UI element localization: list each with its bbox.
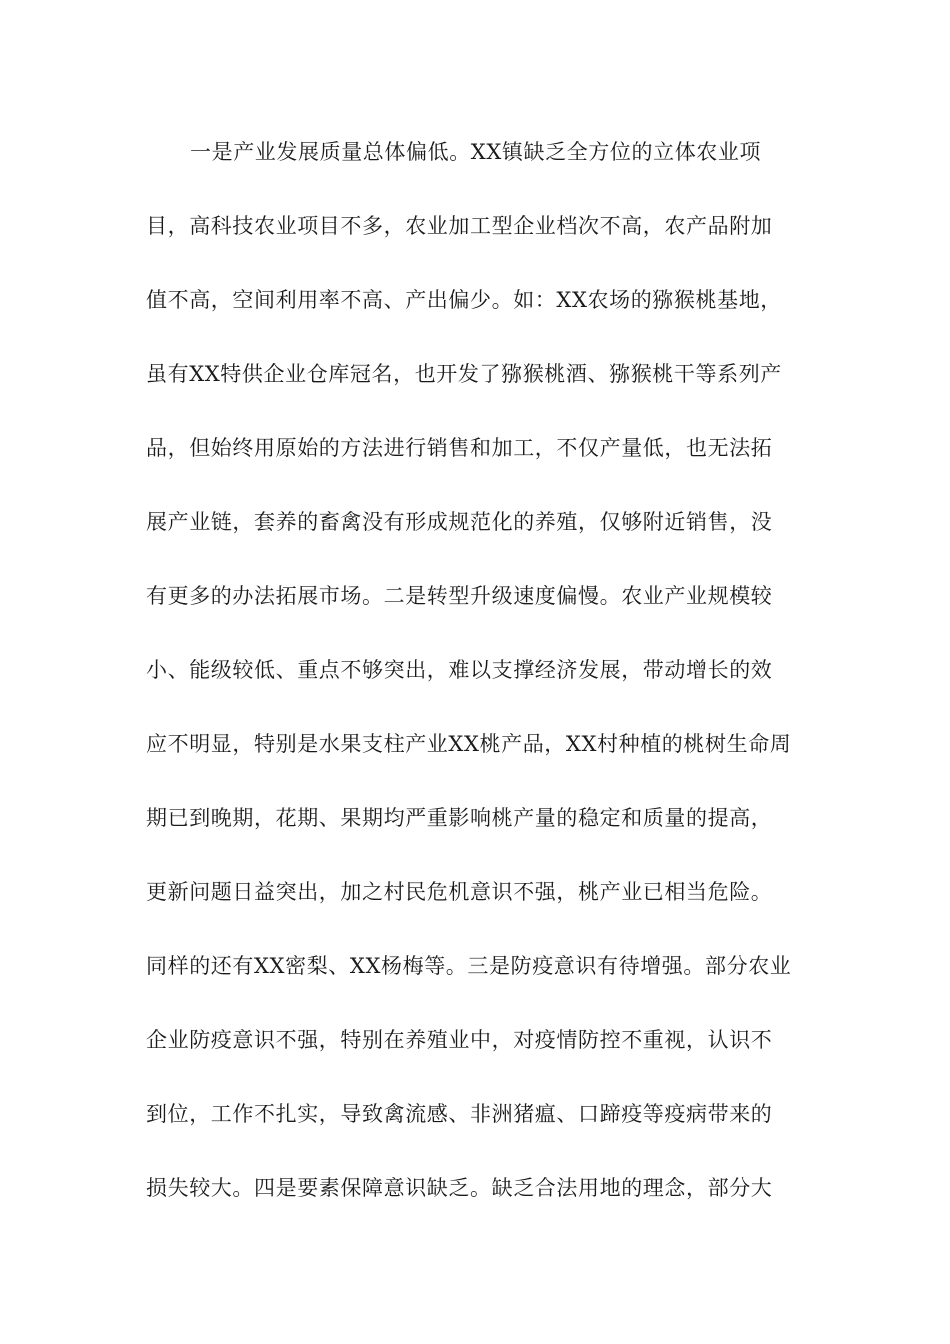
text-line: 一是产业发展质量总体偏低。XX镇缺乏全方位的立体农业项 [190,140,762,164]
text-line: 到位，工作不扎实，导致禽流感、非洲猪瘟、口蹄疫等疫病带来的 [146,1102,773,1126]
text-line: 损失较大。四是要素保障意识缺乏。缺乏合法用地的理念，部分大 [146,1176,773,1200]
text-line: 期已到晚期，花期、果期均严重影响桃产量的稳定和质量的提高， [146,806,773,830]
text-line: 应不明显，特别是水果支柱产业XX桃产品，XX村种植的桃树生命周 [146,732,792,756]
text-line: 小、能级较低、重点不够突出，难以支撑经济发展，带动增长的效 [146,658,773,682]
text-line: 展产业链，套养的畜禽没有形成规范化的养殖，仅够附近销售，没 [146,510,773,534]
text-line: 值不高，空间利用率不高、产出偏少。如：XX农场的猕猴桃基地， [146,288,782,312]
text-line: 品，但始终用原始的方法进行销售和加工，不仅产量低，也无法拓 [146,436,773,460]
body-paragraph [146,134,806,1244]
text-line: 虽有XX特供企业仓库冠名，也开发了猕猴桃酒、猕猴桃干等系列产 [146,362,782,386]
text-line: 有更多的办法拓展市场。二是转型升级速度偏慢。农业产业规模较 [146,584,773,608]
text-line: 目，高科技农业项目不多，农业加工型企业档次不高，农产品附加 [146,214,773,238]
text-line: 同样的还有XX密梨、XX杨梅等。三是防疫意识有待增强。部分农业 [146,954,792,978]
text-line: 企业防疫意识不强，特别在养殖业中，对疫情防控不重视，认识不 [146,1028,773,1052]
text-line: 更新问题日益突出，加之村民危机意识不强，桃产业已相当危险。 [146,880,773,904]
